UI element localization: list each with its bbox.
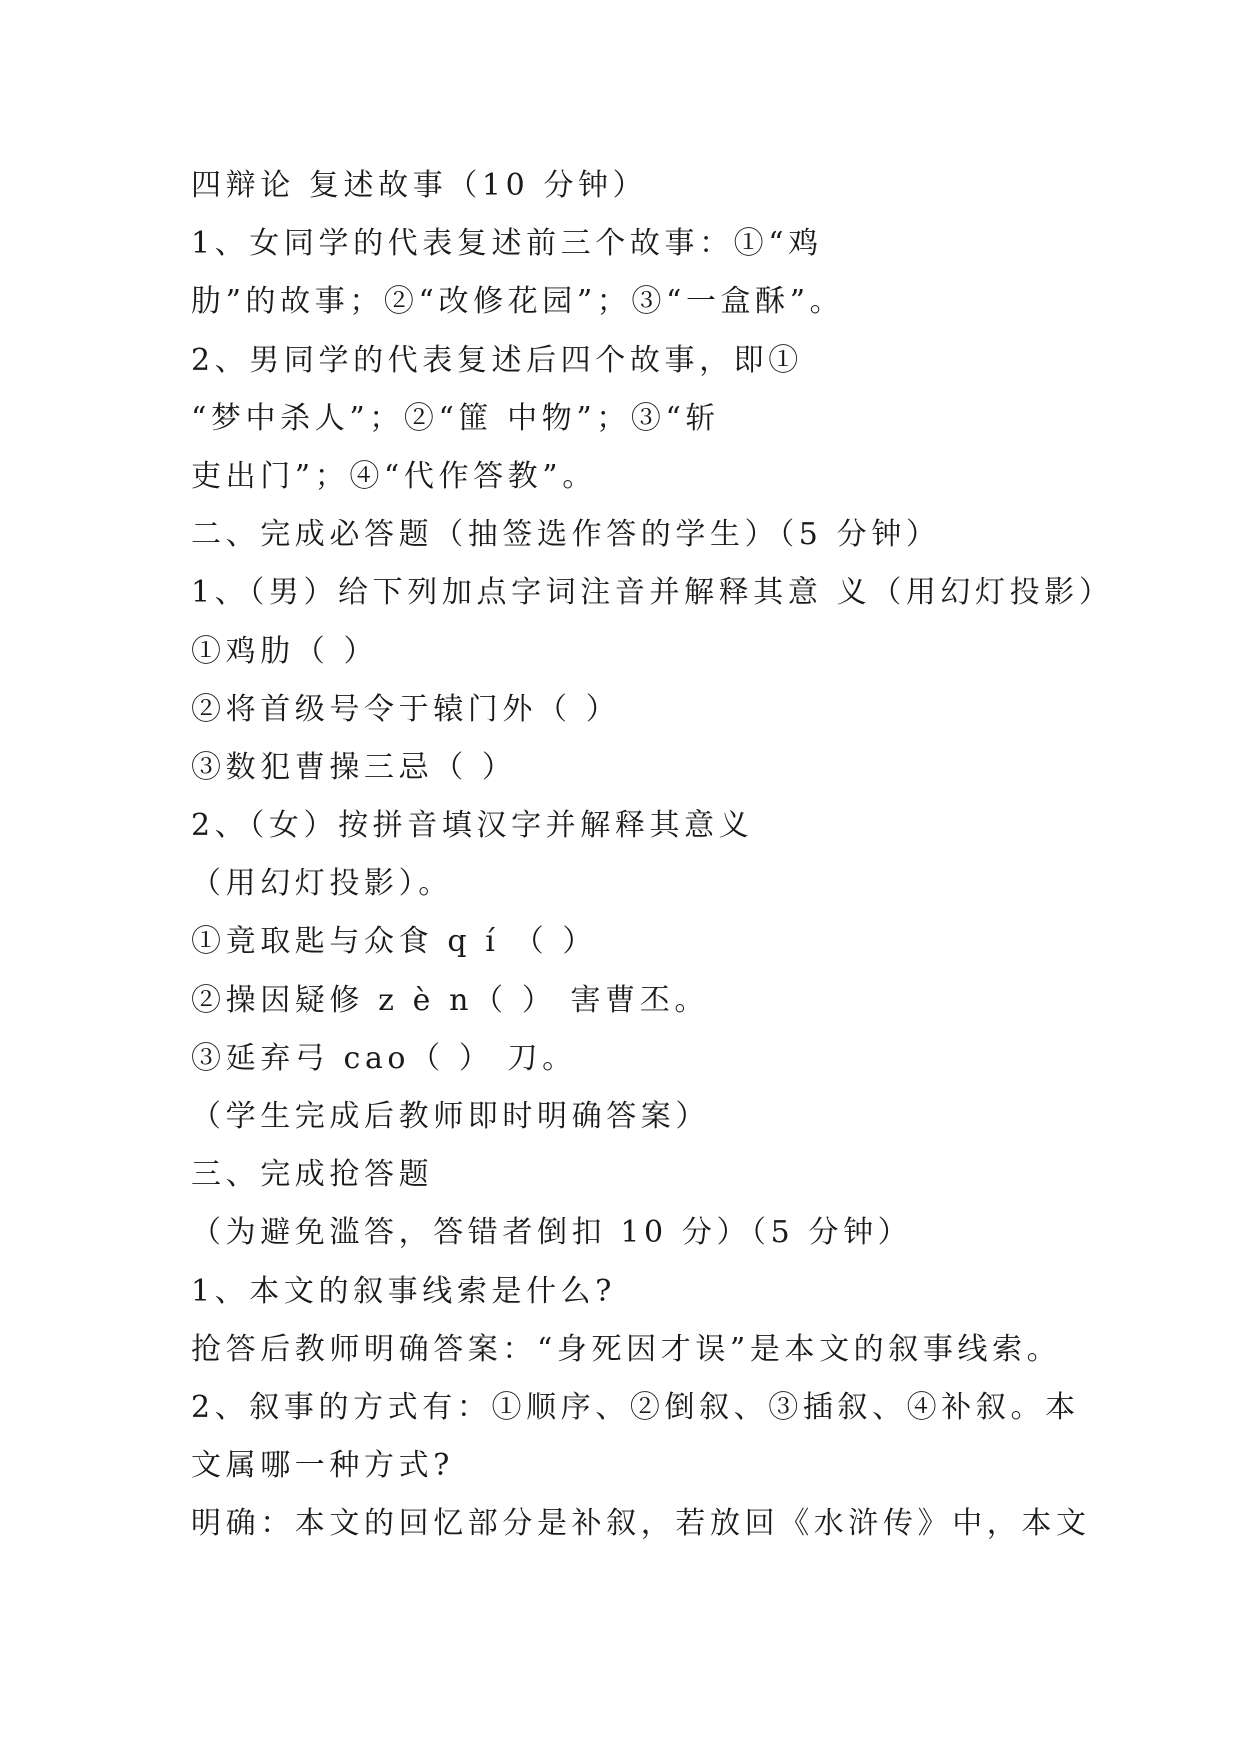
text-line: 明确：本文的回忆部分是补叙，若放回《水浒传》中，本文	[191, 1506, 1091, 1542]
text-line: 肋”的故事；②“改修花园”；③“一盒酥”。	[191, 284, 845, 320]
text-line: 2、叙事的方式有：①顺序、②倒叙、③插叙、④补叙。本	[191, 1389, 1080, 1425]
text-line: ②操因疑修 z è n（ ） 害曹丕。	[191, 982, 709, 1018]
document-body	[191, 157, 1151, 1554]
section-heading-debate: 四辩论 复述故事（10 分钟）	[191, 168, 648, 203]
section-heading-required-questions: 二、完成必答题（抽签选作答的学生）（5 分钟）	[191, 517, 941, 553]
text-line: ①竟取匙与众食 q í （ ）	[191, 924, 597, 960]
text-line: 吏出门”；④“代作答教”。	[191, 458, 597, 494]
text-line: ①鸡肋（ ）	[191, 633, 379, 669]
text-line: “梦中杀人”；②“篚 中物”；③“斩	[191, 400, 721, 436]
text-line: 1、本文的叙事线索是什么?	[191, 1273, 616, 1309]
text-line: 1、（男）给下列加点字词注音并解释其意 义（用幻灯投影）	[191, 575, 1114, 611]
text-line: 2、男同学的代表复述后四个故事，即①	[191, 342, 803, 378]
section-heading-quick-answer: 三、完成抢答题	[191, 1157, 434, 1193]
text-line: 2、（女）按拼音填汉字并解释其意义	[191, 808, 754, 844]
text-line: （学生完成后教师即时明确答案）	[191, 1099, 710, 1134]
text-line: （用幻灯投影）。	[191, 866, 453, 902]
text-line: ③延弃弓 cao（ ） 刀。	[191, 1040, 577, 1076]
text-line: （为避免滥答，答错者倒扣 10 分）（5 分钟）	[191, 1215, 913, 1251]
text-line: 抢答后教师明确答案：“身死因才误”是本文的叙事线索。	[191, 1331, 1062, 1367]
text-line: 文属哪一种方式?	[191, 1448, 454, 1484]
text-line: ③数犯曹操三忌（ ）	[191, 749, 517, 785]
text-line: 1、女同学的代表复述前三个故事：①“鸡	[191, 226, 823, 262]
text-line: ②将首级号令于辕门外（ ）	[191, 691, 621, 727]
